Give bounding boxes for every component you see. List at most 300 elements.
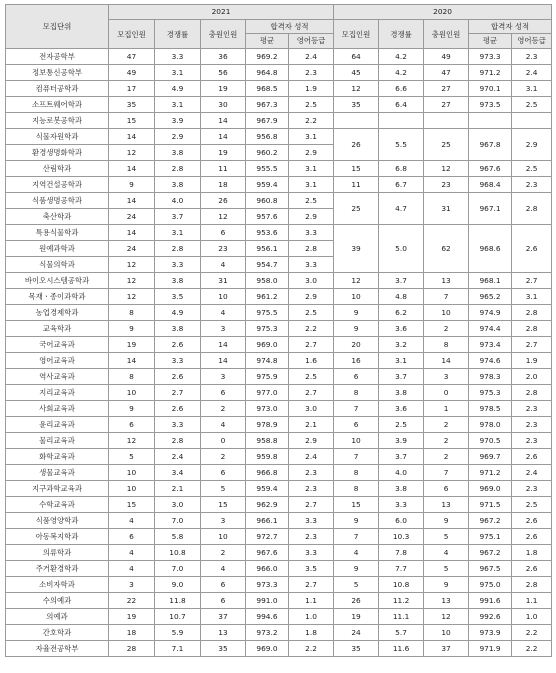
- table-row: [6, 321, 552, 337]
- cell-english-2021: 2.2: [289, 641, 334, 657]
- cell-recruit-2020: 7: [334, 449, 379, 465]
- cell-recruit-2020: 8: [334, 385, 379, 401]
- cell-english-2020: 2.4: [512, 65, 552, 81]
- cell-competition-2021: 4.9: [155, 305, 201, 321]
- cell-unit: 식물자원학과: [6, 129, 109, 145]
- cell-unit: 물리교육과: [6, 433, 109, 449]
- cell-competition-2021: 3.0: [155, 497, 201, 513]
- cell-unit: 컴퓨터공학과: [6, 81, 109, 97]
- cell-average-2020: 974.9: [469, 305, 512, 321]
- cell-competition-2021: 7.0: [155, 561, 201, 577]
- cell-filled-2021: 2: [201, 545, 246, 561]
- cell-competition-2020: [379, 113, 424, 129]
- cell-filled-2020: 12: [424, 161, 469, 177]
- cell-recruit-2020: 15: [334, 161, 379, 177]
- cell-competition-2021: 3.8: [155, 177, 201, 193]
- cell-filled-2021: 56: [201, 65, 246, 81]
- header-filled-2020: 충원인원: [424, 20, 469, 49]
- cell-recruit-2020: 24: [334, 625, 379, 641]
- cell-filled-2020: 6: [424, 481, 469, 497]
- cell-english-2020: 2.3: [512, 433, 552, 449]
- cell-average-2020: 975.1: [469, 529, 512, 545]
- cell-english-2020: 2.3: [512, 417, 552, 433]
- cell-recruit-2021: 14: [109, 353, 155, 369]
- cell-unit: 국어교육과: [6, 337, 109, 353]
- cell-unit: 소비자학과: [6, 577, 109, 593]
- cell-unit: 특용식물학과: [6, 225, 109, 241]
- cell-average-2021: 959.4: [246, 481, 289, 497]
- table-row: [6, 529, 552, 545]
- cell-filled-2020: 5: [424, 529, 469, 545]
- cell-filled-2021: 5: [201, 481, 246, 497]
- cell-unit: 원예과학과: [6, 241, 109, 257]
- cell-filled-2021: 4: [201, 417, 246, 433]
- header-year-2020: 2020: [334, 5, 552, 20]
- table-row: [6, 497, 552, 513]
- cell-recruit-2020: 35: [334, 97, 379, 113]
- table-row: [6, 609, 552, 625]
- cell-competition-2021: 3.3: [155, 49, 201, 65]
- cell-average-2021: 959.4: [246, 177, 289, 193]
- cell-english-2021: 1.6: [289, 353, 334, 369]
- cell-recruit-2020: 25: [334, 193, 379, 225]
- cell-competition-2021: 2.8: [155, 433, 201, 449]
- cell-filled-2020: 3: [424, 369, 469, 385]
- cell-english-2021: 3.1: [289, 177, 334, 193]
- cell-competition-2020: 6.7: [379, 177, 424, 193]
- header-unit: 모집단위: [6, 5, 109, 49]
- cell-competition-2020: 3.3: [379, 497, 424, 513]
- cell-competition-2020: 3.7: [379, 449, 424, 465]
- cell-average-2021: 954.7: [246, 257, 289, 273]
- cell-competition-2020: 6.6: [379, 81, 424, 97]
- cell-english-2021: 2.9: [289, 145, 334, 161]
- cell-filled-2020: 9: [424, 577, 469, 593]
- cell-average-2021: 975.9: [246, 369, 289, 385]
- cell-recruit-2021: 6: [109, 417, 155, 433]
- header-english-2021: 영어등급: [289, 34, 334, 49]
- cell-recruit-2020: 8: [334, 465, 379, 481]
- cell-recruit-2020: [334, 113, 379, 129]
- cell-competition-2021: 4.0: [155, 193, 201, 209]
- cell-competition-2021: 3.8: [155, 145, 201, 161]
- cell-average-2020: 975.0: [469, 577, 512, 593]
- cell-average-2021: 960.2: [246, 145, 289, 161]
- cell-average-2021: 973.0: [246, 401, 289, 417]
- cell-recruit-2021: 15: [109, 497, 155, 513]
- cell-recruit-2021: 3: [109, 577, 155, 593]
- cell-english-2021: 2.4: [289, 449, 334, 465]
- cell-filled-2020: [424, 113, 469, 129]
- cell-filled-2020: 7: [424, 465, 469, 481]
- cell-unit: 교육학과: [6, 321, 109, 337]
- cell-competition-2020: 3.1: [379, 353, 424, 369]
- cell-competition-2021: 3.3: [155, 257, 201, 273]
- header-competition-2021: 경쟁률: [155, 20, 201, 49]
- cell-filled-2021: 4: [201, 257, 246, 273]
- cell-unit: 영어교육과: [6, 353, 109, 369]
- cell-filled-2021: 14: [201, 353, 246, 369]
- cell-unit: 정보통신공학부: [6, 65, 109, 81]
- cell-english-2021: 3.1: [289, 161, 334, 177]
- cell-recruit-2021: 9: [109, 401, 155, 417]
- cell-average-2021: 956.8: [246, 129, 289, 145]
- cell-recruit-2020: 16: [334, 353, 379, 369]
- cell-recruit-2021: 12: [109, 145, 155, 161]
- cell-unit: 수의예과: [6, 593, 109, 609]
- cell-english-2021: 3.5: [289, 561, 334, 577]
- cell-english-2021: 3.0: [289, 401, 334, 417]
- cell-filled-2020: 2: [424, 321, 469, 337]
- cell-competition-2021: 2.4: [155, 449, 201, 465]
- cell-average-2021: 966.8: [246, 465, 289, 481]
- cell-competition-2020: 4.8: [379, 289, 424, 305]
- table-row: [6, 337, 552, 353]
- cell-english-2021: 2.9: [289, 209, 334, 225]
- table-row: [6, 97, 552, 113]
- cell-filled-2020: 2: [424, 433, 469, 449]
- cell-average-2020: 968.1: [469, 273, 512, 289]
- cell-english-2021: 2.1: [289, 417, 334, 433]
- cell-competition-2021: 3.4: [155, 465, 201, 481]
- cell-average-2020: 971.9: [469, 641, 512, 657]
- cell-recruit-2020: 12: [334, 273, 379, 289]
- cell-english-2020: 2.5: [512, 497, 552, 513]
- cell-english-2020: 2.7: [512, 273, 552, 289]
- cell-average-2021: 960.8: [246, 193, 289, 209]
- cell-filled-2021: 14: [201, 129, 246, 145]
- cell-unit: 전자공학부: [6, 49, 109, 65]
- cell-english-2020: 2.7: [512, 337, 552, 353]
- cell-competition-2021: 2.1: [155, 481, 201, 497]
- cell-competition-2020: 6.4: [379, 97, 424, 113]
- cell-average-2020: 992.6: [469, 609, 512, 625]
- cell-recruit-2020: 20: [334, 337, 379, 353]
- cell-competition-2020: 3.6: [379, 321, 424, 337]
- cell-filled-2021: 3: [201, 321, 246, 337]
- cell-competition-2020: 4.0: [379, 465, 424, 481]
- cell-average-2020: 973.5: [469, 97, 512, 113]
- cell-filled-2021: 23: [201, 241, 246, 257]
- cell-competition-2020: 11.6: [379, 641, 424, 657]
- cell-competition-2021: 2.6: [155, 369, 201, 385]
- cell-recruit-2021: 12: [109, 433, 155, 449]
- cell-recruit-2020: 19: [334, 609, 379, 625]
- cell-competition-2021: 5.8: [155, 529, 201, 545]
- cell-recruit-2021: 4: [109, 513, 155, 529]
- cell-recruit-2020: 11: [334, 177, 379, 193]
- cell-filled-2020: 62: [424, 225, 469, 273]
- cell-english-2020: 2.6: [512, 513, 552, 529]
- cell-filled-2021: 35: [201, 641, 246, 657]
- table-row: [6, 401, 552, 417]
- cell-average-2021: 967.3: [246, 97, 289, 113]
- cell-english-2020: 2.6: [512, 225, 552, 273]
- table-row: [6, 305, 552, 321]
- table-row: [6, 577, 552, 593]
- cell-competition-2020: 3.7: [379, 369, 424, 385]
- cell-competition-2020: 11.1: [379, 609, 424, 625]
- cell-recruit-2021: 28: [109, 641, 155, 657]
- cell-filled-2021: 10: [201, 289, 246, 305]
- cell-average-2021: 967.9: [246, 113, 289, 129]
- header-filled-2021: 충원인원: [201, 20, 246, 49]
- cell-english-2021: 1.1: [289, 593, 334, 609]
- cell-english-2020: 2.6: [512, 449, 552, 465]
- cell-competition-2021: 3.3: [155, 353, 201, 369]
- table-row: [6, 225, 552, 241]
- cell-average-2020: 969.7: [469, 449, 512, 465]
- cell-recruit-2020: 45: [334, 65, 379, 81]
- cell-filled-2021: 10: [201, 529, 246, 545]
- cell-competition-2020: 7.7: [379, 561, 424, 577]
- cell-filled-2021: 4: [201, 561, 246, 577]
- cell-english-2021: 3.3: [289, 225, 334, 241]
- cell-average-2020: 970.1: [469, 81, 512, 97]
- cell-recruit-2021: 10: [109, 465, 155, 481]
- cell-english-2021: 1.8: [289, 625, 334, 641]
- cell-competition-2021: 7.1: [155, 641, 201, 657]
- cell-english-2021: 2.8: [289, 241, 334, 257]
- cell-filled-2021: 6: [201, 385, 246, 401]
- cell-competition-2020: 3.6: [379, 401, 424, 417]
- cell-unit: 식물의학과: [6, 257, 109, 273]
- cell-unit: 역사교육과: [6, 369, 109, 385]
- cell-average-2020: 978.5: [469, 401, 512, 417]
- cell-english-2021: 1.9: [289, 81, 334, 97]
- cell-recruit-2020: 4: [334, 545, 379, 561]
- table-row: [6, 417, 552, 433]
- cell-recruit-2020: 39: [334, 225, 379, 273]
- cell-filled-2021: 12: [201, 209, 246, 225]
- cell-competition-2021: 3.3: [155, 417, 201, 433]
- cell-english-2020: 2.6: [512, 561, 552, 577]
- cell-filled-2021: 14: [201, 337, 246, 353]
- cell-english-2020: 2.8: [512, 321, 552, 337]
- cell-recruit-2021: 14: [109, 193, 155, 209]
- cell-recruit-2020: 9: [334, 305, 379, 321]
- cell-filled-2021: 19: [201, 145, 246, 161]
- cell-recruit-2020: 64: [334, 49, 379, 65]
- cell-filled-2021: 2: [201, 449, 246, 465]
- cell-english-2021: 2.7: [289, 497, 334, 513]
- cell-unit: 농업경제학과: [6, 305, 109, 321]
- cell-english-2021: 2.3: [289, 65, 334, 81]
- cell-recruit-2021: 19: [109, 337, 155, 353]
- table-row: [6, 561, 552, 577]
- cell-recruit-2020: 10: [334, 289, 379, 305]
- header-average-2021: 평균: [246, 34, 289, 49]
- cell-english-2020: 2.3: [512, 401, 552, 417]
- cell-unit: 생물교육과: [6, 465, 109, 481]
- cell-recruit-2020: 15: [334, 497, 379, 513]
- cell-unit: 의예과: [6, 609, 109, 625]
- cell-recruit-2021: 35: [109, 97, 155, 113]
- table-row: [6, 481, 552, 497]
- cell-average-2021: 955.5: [246, 161, 289, 177]
- cell-english-2020: 3.1: [512, 81, 552, 97]
- admission-results-table: [5, 4, 552, 657]
- cell-unit: 산림학과: [6, 161, 109, 177]
- cell-competition-2021: 9.0: [155, 577, 201, 593]
- cell-competition-2020: 6.0: [379, 513, 424, 529]
- header-average-2020: 평균: [469, 34, 512, 49]
- cell-recruit-2021: 4: [109, 561, 155, 577]
- cell-recruit-2021: 9: [109, 177, 155, 193]
- cell-average-2020: 971.2: [469, 65, 512, 81]
- cell-competition-2021: 3.9: [155, 113, 201, 129]
- cell-filled-2021: 2: [201, 401, 246, 417]
- cell-unit: 지능로봇공학과: [6, 113, 109, 129]
- cell-recruit-2021: 5: [109, 449, 155, 465]
- header-english-2020: 영어등급: [512, 34, 552, 49]
- cell-filled-2020: 23: [424, 177, 469, 193]
- cell-unit: 식품영양학과: [6, 513, 109, 529]
- cell-average-2020: 965.2: [469, 289, 512, 305]
- cell-recruit-2021: 8: [109, 369, 155, 385]
- cell-unit: 지구과학교육과: [6, 481, 109, 497]
- cell-recruit-2021: 14: [109, 161, 155, 177]
- cell-unit: 주거환경학과: [6, 561, 109, 577]
- cell-competition-2020: 11.2: [379, 593, 424, 609]
- cell-filled-2021: 6: [201, 593, 246, 609]
- header-results-2020: 합격자 성적: [469, 20, 552, 34]
- cell-competition-2021: 4.9: [155, 81, 201, 97]
- cell-average-2020: 968.6: [469, 225, 512, 273]
- cell-competition-2021: 10.8: [155, 545, 201, 561]
- cell-recruit-2021: 4: [109, 545, 155, 561]
- cell-average-2020: 967.1: [469, 193, 512, 225]
- cell-recruit-2020: 7: [334, 529, 379, 545]
- cell-average-2021: 991.0: [246, 593, 289, 609]
- cell-competition-2021: 2.8: [155, 241, 201, 257]
- cell-english-2020: 2.5: [512, 161, 552, 177]
- cell-average-2021: 974.8: [246, 353, 289, 369]
- cell-filled-2020: 37: [424, 641, 469, 657]
- cell-average-2020: 973.9: [469, 625, 512, 641]
- table-row: [6, 273, 552, 289]
- cell-competition-2021: 3.8: [155, 321, 201, 337]
- cell-english-2020: 2.3: [512, 49, 552, 65]
- cell-recruit-2020: 9: [334, 561, 379, 577]
- table-row: [6, 129, 552, 145]
- cell-english-2020: 2.2: [512, 625, 552, 641]
- cell-competition-2021: 3.1: [155, 97, 201, 113]
- cell-unit: 간호학과: [6, 625, 109, 641]
- cell-recruit-2021: 49: [109, 65, 155, 81]
- table-row: [6, 465, 552, 481]
- cell-average-2021: 961.2: [246, 289, 289, 305]
- cell-average-2021: 966.1: [246, 513, 289, 529]
- cell-filled-2020: 12: [424, 609, 469, 625]
- cell-filled-2021: 37: [201, 609, 246, 625]
- header-results-2021: 합격자 성적: [246, 20, 334, 34]
- cell-recruit-2020: 6: [334, 417, 379, 433]
- cell-average-2021: 966.0: [246, 561, 289, 577]
- cell-filled-2020: 13: [424, 497, 469, 513]
- cell-unit: 수학교육과: [6, 497, 109, 513]
- cell-average-2021: 977.0: [246, 385, 289, 401]
- cell-english-2021: 2.5: [289, 97, 334, 113]
- table-row: [6, 161, 552, 177]
- cell-filled-2020: 2: [424, 417, 469, 433]
- cell-recruit-2021: 24: [109, 209, 155, 225]
- cell-english-2021: 2.2: [289, 113, 334, 129]
- cell-unit: 지리교육과: [6, 385, 109, 401]
- cell-filled-2020: 8: [424, 337, 469, 353]
- cell-english-2021: 2.3: [289, 481, 334, 497]
- cell-english-2021: 2.3: [289, 529, 334, 545]
- cell-filled-2020: 13: [424, 593, 469, 609]
- cell-unit: 사회교육과: [6, 401, 109, 417]
- cell-english-2020: 1.0: [512, 609, 552, 625]
- cell-english-2020: 2.8: [512, 193, 552, 225]
- cell-unit: 자율전공학부: [6, 641, 109, 657]
- cell-competition-2021: 2.7: [155, 385, 201, 401]
- cell-filled-2021: 6: [201, 225, 246, 241]
- cell-filled-2021: 0: [201, 433, 246, 449]
- table-row: [6, 177, 552, 193]
- cell-english-2021: 3.0: [289, 273, 334, 289]
- cell-english-2020: 2.2: [512, 641, 552, 657]
- cell-english-2020: 2.8: [512, 305, 552, 321]
- table-row: [6, 593, 552, 609]
- cell-recruit-2021: 17: [109, 81, 155, 97]
- cell-filled-2021: 30: [201, 97, 246, 113]
- cell-recruit-2020: 6: [334, 369, 379, 385]
- cell-competition-2020: 3.2: [379, 337, 424, 353]
- cell-competition-2021: 2.6: [155, 337, 201, 353]
- header-recruit-2021: 모집인원: [109, 20, 155, 49]
- cell-unit: 소프트웨어학과: [6, 97, 109, 113]
- cell-average-2020: 969.0: [469, 481, 512, 497]
- cell-average-2021: 967.6: [246, 545, 289, 561]
- table-row: [6, 65, 552, 81]
- cell-competition-2020: 6.8: [379, 161, 424, 177]
- cell-english-2021: 3.3: [289, 513, 334, 529]
- cell-filled-2020: 25: [424, 129, 469, 161]
- cell-competition-2021: 3.1: [155, 225, 201, 241]
- cell-filled-2021: 19: [201, 81, 246, 97]
- cell-english-2021: 2.3: [289, 465, 334, 481]
- cell-filled-2020: 31: [424, 193, 469, 225]
- cell-average-2021: 958.0: [246, 273, 289, 289]
- header-recruit-2020: 모집인원: [334, 20, 379, 49]
- cell-average-2020: 967.6: [469, 161, 512, 177]
- cell-english-2021: 2.2: [289, 321, 334, 337]
- cell-english-2021: 2.9: [289, 433, 334, 449]
- cell-recruit-2020: 12: [334, 81, 379, 97]
- cell-filled-2021: 11: [201, 161, 246, 177]
- cell-competition-2020: 5.5: [379, 129, 424, 161]
- cell-average-2020: 971.5: [469, 497, 512, 513]
- cell-english-2021: 2.7: [289, 337, 334, 353]
- cell-english-2021: 3.1: [289, 129, 334, 145]
- cell-filled-2020: 10: [424, 625, 469, 641]
- cell-competition-2021: 2.8: [155, 161, 201, 177]
- cell-competition-2021: 3.7: [155, 209, 201, 225]
- cell-recruit-2021: 22: [109, 593, 155, 609]
- cell-unit: 바이오시스템공학과: [6, 273, 109, 289]
- cell-recruit-2021: 24: [109, 241, 155, 257]
- cell-competition-2020: 5.7: [379, 625, 424, 641]
- cell-average-2020: 973.3: [469, 49, 512, 65]
- cell-english-2021: 2.9: [289, 289, 334, 305]
- cell-average-2020: 973.4: [469, 337, 512, 353]
- cell-filled-2021: 6: [201, 577, 246, 593]
- cell-english-2020: 2.0: [512, 369, 552, 385]
- cell-average-2021: 972.7: [246, 529, 289, 545]
